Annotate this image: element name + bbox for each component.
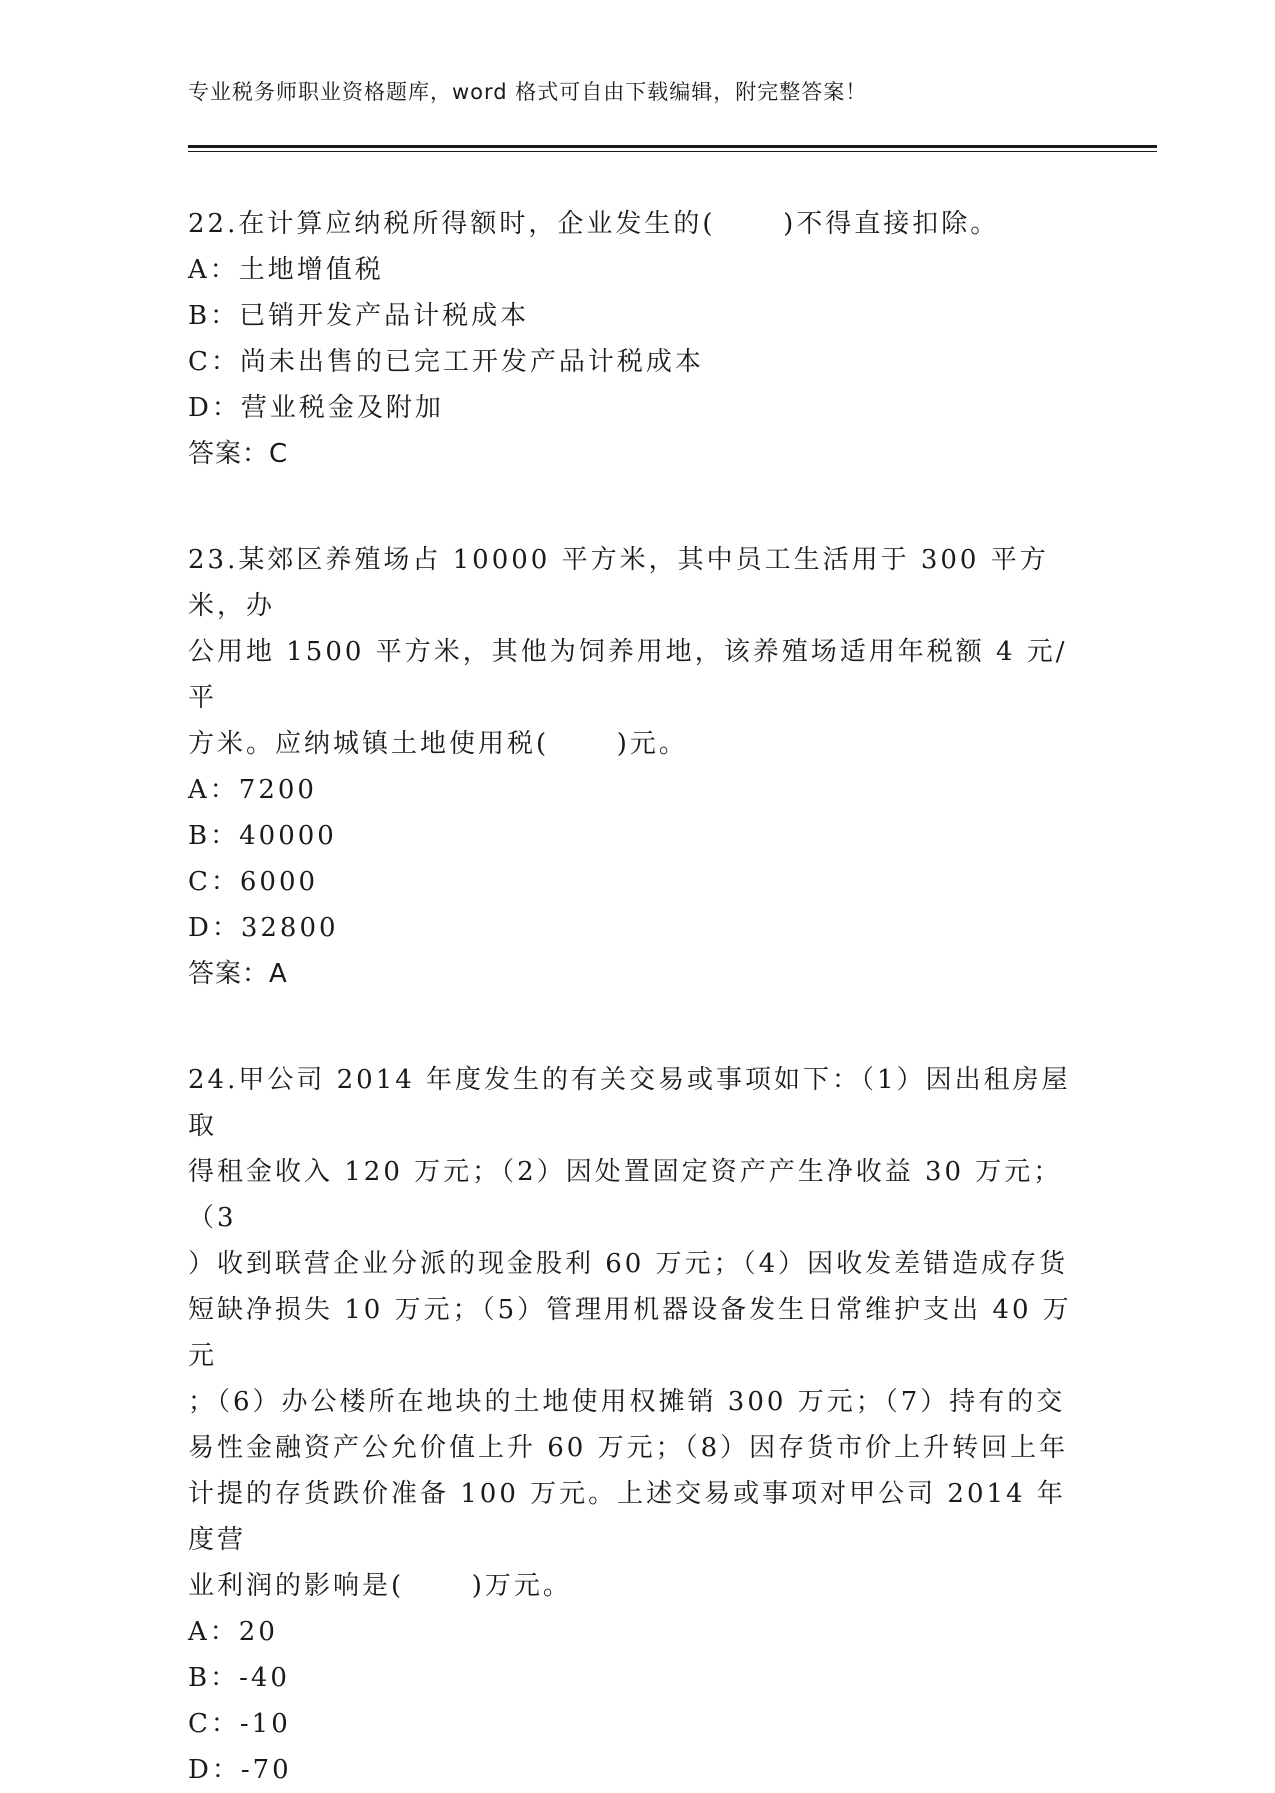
question-stem-line: 24.甲公司 2014 年度发生的有关交易或事项如下：（1）因出租房屋取	[188, 1065, 1071, 1141]
option-a: A：土地增值税	[188, 255, 384, 285]
question-stem-line: 得租金收入 120 万元；（2）因处置固定资产产生净收益 30 万元；（3	[188, 1157, 1063, 1233]
question-stem-line: ）收到联营企业分派的现金股利 60 万元；（4）因收发差错造成存货	[188, 1249, 1069, 1279]
page-header: 专业税务师职业资格题库，word 格式可自由下载编辑，附完整答案！	[188, 80, 868, 104]
option-b: B：-40	[188, 1663, 290, 1693]
question-spacer	[188, 997, 1088, 1057]
question-stem-line: 业利润的影响是( )万元。	[188, 1571, 572, 1601]
option-c: C：6000	[188, 867, 319, 897]
question-22	[188, 201, 1088, 477]
option-a: A：7200	[188, 775, 317, 805]
question-stem-line: 易性金融资产公允价值上升 60 万元；（8）因存货市价上升转回上年	[188, 1433, 1069, 1463]
question-stem-line: 短缺净损失 10 万元；（5）管理用机器设备发生日常维护支出 40 万元	[188, 1295, 1072, 1371]
question-stem-line: 公用地 1500 平方米，其他为饲养用地，该养殖场适用年税额 4 元/平	[188, 637, 1068, 713]
question-stem-line: 23.某郊区养殖场占 10000 平方米，其中员工生活用于 300 平方米，办	[188, 545, 1049, 621]
question-24	[188, 1057, 1088, 1793]
question-stem-line: 计提的存货跌价准备 100 万元。上述交易或事项对甲公司 2014 年度营	[188, 1479, 1066, 1555]
header-rule-thin	[188, 151, 1157, 152]
option-d: D：-70	[188, 1755, 292, 1785]
option-d: D：32800	[188, 913, 339, 943]
option-d: D：营业税金及附加	[188, 393, 444, 423]
answer: 答案：A	[188, 959, 288, 989]
answer: 答案：C	[188, 439, 289, 469]
question-stem-line: 22.在计算应纳税所得额时，企业发生的( )不得直接扣除。	[188, 209, 1000, 239]
header-rule-thick	[188, 145, 1157, 148]
question-stem-line: ；（6）办公楼所在地块的土地使用权摊销 300 万元；（7）持有的交	[188, 1387, 1066, 1417]
option-c: C：-10	[188, 1709, 291, 1739]
option-c: C：尚未出售的已完工开发产品计税成本	[188, 347, 704, 377]
question-list	[188, 201, 1088, 1793]
question-stem-line: 方米。应纳城镇土地使用税( )元。	[188, 729, 688, 759]
question-spacer	[188, 477, 1088, 537]
option-b: B：已销开发产品计税成本	[188, 301, 530, 331]
option-a: A：20	[188, 1617, 278, 1647]
question-23	[188, 537, 1088, 997]
option-b: B：40000	[188, 821, 337, 851]
